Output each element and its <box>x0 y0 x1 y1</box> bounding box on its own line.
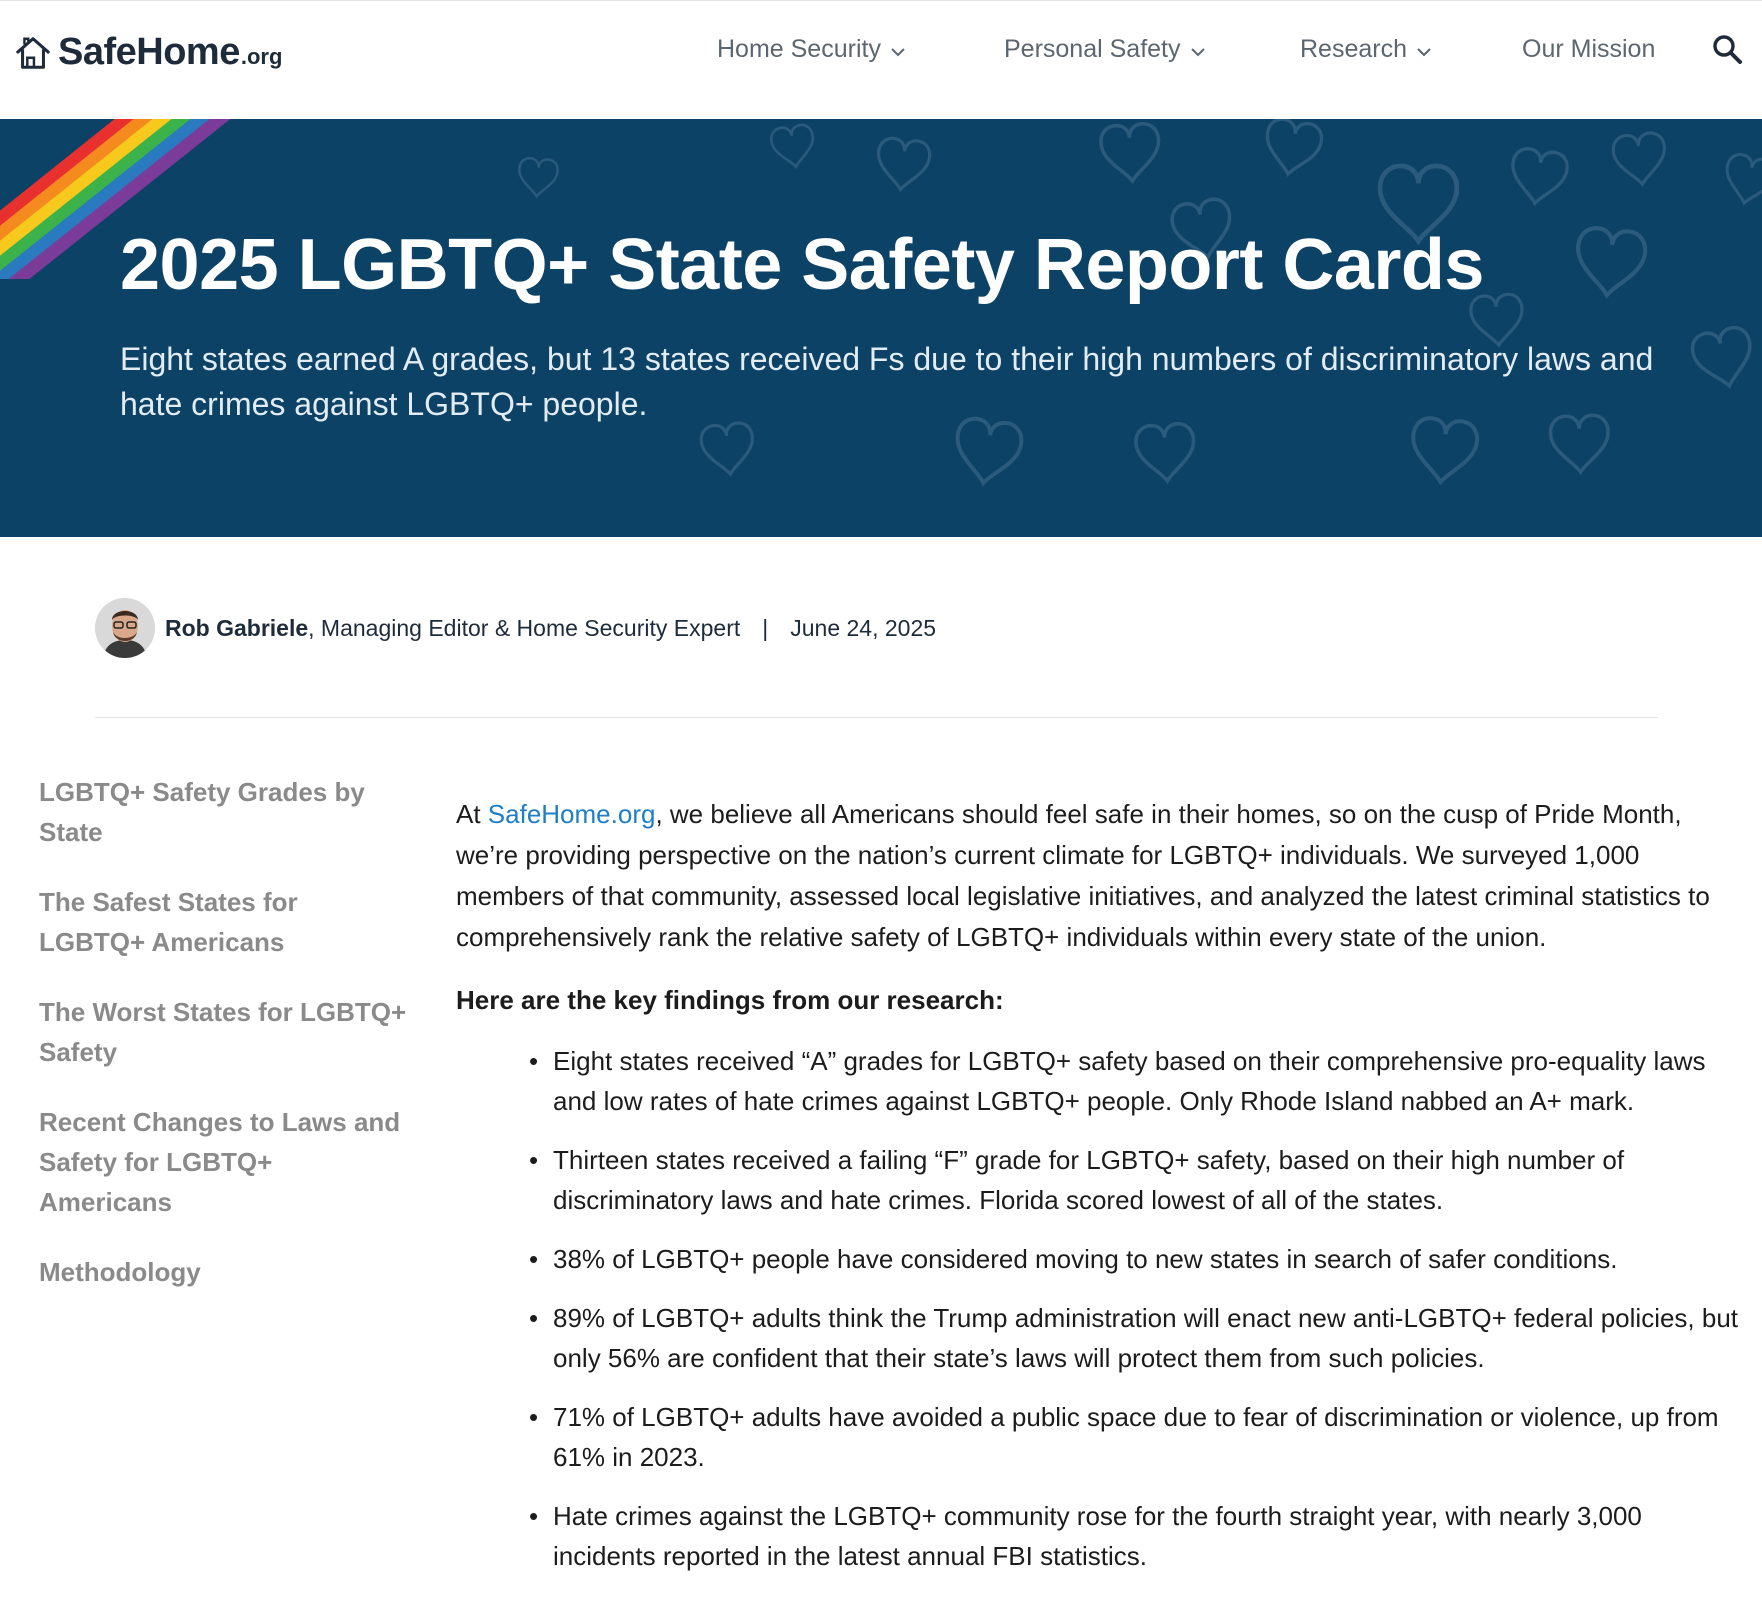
author-role: , Managing Editor & Home Security Expert <box>308 614 741 641</box>
page-subtitle: Eight states earned A grades, but 13 states received Fs due to their high numbers of discriminatory laws and hate crimes against LGBTQ+ people. <box>120 341 1654 422</box>
nav-item-label: Personal Safety <box>1004 35 1181 63</box>
section-divider <box>95 717 1658 718</box>
hero-banner <box>0 119 1762 537</box>
safehome-link[interactable]: SafeHome.org <box>487 799 656 829</box>
toc-item-safety-grades[interactable]: LGBTQ+ Safety Grades by State <box>39 777 365 847</box>
nav-item-personal-safety[interactable] <box>1004 35 1206 64</box>
toc-item-safest-states[interactable]: The Safest States for LGBTQ+ Americans <box>39 887 298 957</box>
toc-item-recent-changes[interactable]: Recent Changes to Laws and Safety for LGBTQ+ Americans <box>39 1107 401 1217</box>
nav-item-label: Research <box>1300 35 1407 63</box>
search-icon[interactable] <box>1711 33 1743 65</box>
list-item: • 89% of LGBTQ+ adults think the Trump administration will enact new anti-LGBTQ+ federal policies, but only 56% are confident that their state’s laws will protect them from such policies. <box>529 1298 1746 1378</box>
logo-tld: .org <box>240 44 283 69</box>
intro-prefix: At <box>456 799 488 829</box>
nav-item-home-security[interactable] <box>717 35 906 64</box>
list-item: • Thirteen states received a failing “F” grade for LGBTQ+ safety, based on their high number of discriminatory laws and hate crimes. Florida scored lowest of all of the states. <box>529 1140 1746 1220</box>
intro-text: , we believe all Americans should feel safe in their homes, so on the cusp of Pride Month, we’re providing perspective on the nation’s current climate for LGBTQ+ individuals. We surveyed 1,000 members of that community, assessed local legislative initiatives, and analyzed the latest criminal statistics to comprehensively rank the relative safety of LGBTQ+ individuals within every state of the union. <box>456 799 1710 952</box>
findings-heading: Here are the key findings from our research: <box>456 985 1004 1015</box>
nav-item-our-mission[interactable] <box>1522 35 1655 64</box>
chevron-down-icon <box>1416 47 1432 57</box>
list-item: • Eight states received “A” grades for LGBTQ+ safety based on their comprehensive pro-equality laws and low rates of hate crimes against LGBTQ+ people. Only Rhode Island nabbed an A+ mark. <box>529 1041 1746 1121</box>
author-photo <box>95 598 155 658</box>
author-avatar[interactable] <box>95 598 155 658</box>
site-header <box>0 0 1762 119</box>
toc-item-worst-states[interactable]: The Worst States for LGBTQ+ Safety <box>39 997 407 1067</box>
nav-item-label: Home Security <box>717 35 881 63</box>
nav-item-research[interactable] <box>1300 35 1432 64</box>
table-of-contents <box>39 772 409 1322</box>
logo-name: SafeHome <box>58 31 240 73</box>
chevron-down-icon <box>1190 47 1206 57</box>
heart-pattern-background <box>0 119 1762 537</box>
list-item: • 38% of LGBTQ+ people have considered moving to new states in search of safer conditions. <box>529 1239 1746 1279</box>
author-name[interactable]: Rob Gabriele <box>165 614 309 641</box>
chevron-down-icon <box>890 47 906 57</box>
byline-separator: | <box>762 614 769 641</box>
nav-item-label: Our Mission <box>1522 35 1656 63</box>
article-byline <box>95 598 936 658</box>
list-item: • Hate crimes against the LGBTQ+ community rose for the fourth straight year, with nearly 3,000 incidents reported in the latest annual FBI statistics. <box>529 1496 1746 1576</box>
intro-paragraph <box>456 794 1746 958</box>
toc-item-methodology[interactable]: Methodology <box>39 1257 201 1287</box>
main-nav <box>0 35 1762 75</box>
page-title: 2025 LGBTQ+ State Safety Report Cards <box>120 225 1484 305</box>
list-item: • 71% of LGBTQ+ adults have avoided a public space due to fear of discrimination or violence, up from 61% in 2023. <box>529 1397 1746 1477</box>
publish-date: June 24, 2025 <box>790 614 937 641</box>
article-body <box>456 794 1746 1595</box>
key-findings-list <box>456 1041 1746 1576</box>
